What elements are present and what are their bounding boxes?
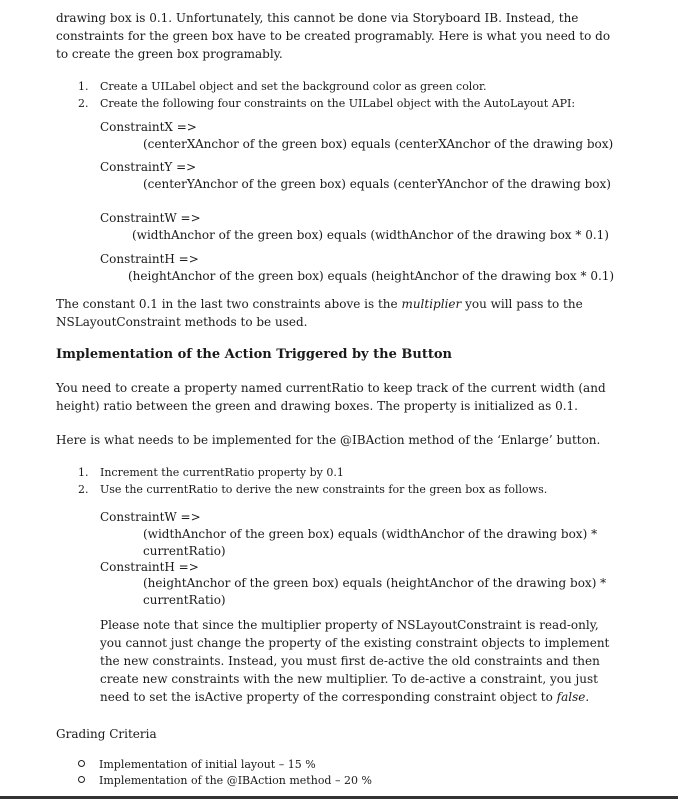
list-number: 2.: [78, 97, 89, 110]
constraint-w-label: ConstraintW =>: [100, 510, 201, 524]
list-number: 1.: [78, 466, 89, 479]
constraint-y-label: ConstraintY =>: [100, 160, 197, 174]
constraint-w-label: ConstraintW =>: [100, 211, 201, 225]
grading-item-text: Implementation of initial layout – 15 %: [99, 758, 316, 771]
list-text: Increment the currentRatio property by 0.1: [100, 466, 344, 479]
constraint-w-expr: (widthAnchor of the green box) equals (widthAnchor of the drawing box * 0.1): [132, 228, 609, 242]
list-number: 2.: [78, 483, 89, 496]
list-item: [78, 464, 547, 481]
emphasis-text: multiplier: [401, 297, 462, 311]
note-line: the new constraints. Instead, you must first de-active the old constraints and then: [100, 654, 600, 668]
constraint-x-label: ConstraintX =>: [100, 120, 197, 134]
property-paragraph: [56, 379, 606, 415]
intro-line: drawing box is 0.1. Unfortunately, this cannot be done via Storyboard IB. Instead, the: [56, 11, 579, 25]
constraint-w-expr: (widthAnchor of the green box) equals (widthAnchor of the drawing box) *: [143, 527, 598, 541]
multiplier-note: [56, 295, 583, 331]
list-item: [78, 481, 547, 498]
text-run: you will pass to the: [461, 297, 583, 311]
text-run: The constant 0.1 in the last two constraints above is the: [56, 297, 402, 311]
property-line: height) ratio between the green and drawing boxes. The property is initialized as 0.1.: [56, 399, 578, 413]
grading-title: Grading Criteria: [56, 727, 157, 741]
step-list-initial: [78, 78, 575, 112]
constraint-w-expr: currentRatio): [143, 544, 226, 558]
list-item: [78, 95, 575, 112]
constraint-h-label: ConstraintH =>: [100, 560, 199, 574]
bullet-icon: [78, 776, 85, 783]
multiplier-line: NSLayoutConstraint methods to be used.: [56, 315, 308, 329]
intro-line: to create the green box programably.: [56, 47, 283, 61]
readonly-note: [100, 616, 609, 706]
intro-paragraph: [56, 9, 610, 63]
note-line: [100, 688, 609, 706]
grading-item: [78, 772, 372, 789]
text-run: need to set the isActive property of the corresponding constraint object to: [100, 690, 557, 704]
step-list-action: [78, 464, 547, 498]
list-text: Create a UILabel object and set the background color as green color.: [100, 80, 487, 93]
bullet-icon: [78, 760, 85, 767]
list-number: 1.: [78, 80, 89, 93]
action-paragraph: Here is what needs to be implemented for the @IBAction method of the ‘Enlarge’ button.: [56, 433, 601, 447]
constraint-y-expr: (centerYAnchor of the green box) equals (centerYAnchor of the drawing box): [143, 177, 611, 191]
constraint-h-expr: (heightAnchor of the green box) equals (heightAnchor of the drawing box) *: [143, 576, 607, 590]
multiplier-line: [56, 295, 583, 313]
grading-item-text: Implementation of the @IBAction method – 20 %: [99, 774, 372, 787]
constraint-h-label: ConstraintH =>: [100, 252, 199, 266]
constraint-h-expr: currentRatio): [143, 593, 226, 607]
intro-line: constraints for the green box have to be created programably. Here is what you need to do: [56, 29, 611, 43]
list-item: [78, 78, 575, 95]
constraint-h-expr: (heightAnchor of the green box) equals (heightAnchor of the drawing box * 0.1): [128, 269, 615, 283]
text-run: .: [585, 690, 590, 704]
note-line: Please note that since the multiplier property of NSLayoutConstraint is read-only,: [100, 618, 599, 632]
list-text: Use the currentRatio to derive the new constraints for the green box as follows.: [100, 483, 548, 496]
constraint-x-expr: (centerXAnchor of the green box) equals (centerXAnchor of the drawing box): [143, 137, 614, 151]
list-text: Create the following four constraints on the UILabel object with the AutoLayout API:: [100, 97, 576, 110]
property-line: You need to create a property named currentRatio to keep track of the current width (and: [56, 381, 606, 395]
note-line: you cannot just change the property of the existing constraint objects to implement: [100, 636, 610, 650]
note-line: create new constraints with the new multiplier. To de-active a constraint, you just: [100, 672, 598, 686]
section-heading: Implementation of the Action Triggered by the Button: [56, 347, 452, 362]
grading-item: [78, 756, 316, 773]
emphasis-text: false: [556, 690, 586, 704]
